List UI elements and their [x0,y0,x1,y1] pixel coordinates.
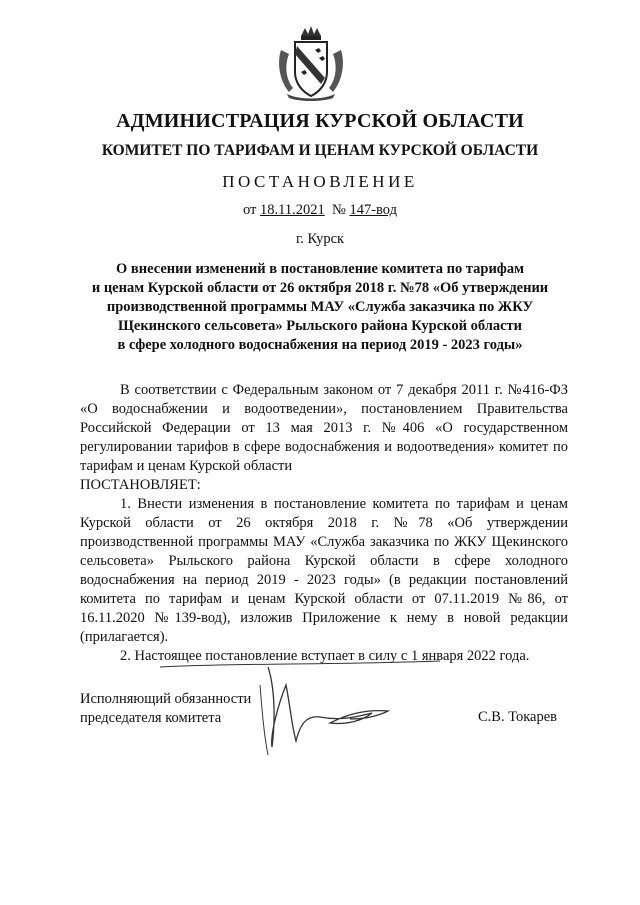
subject-line: производственной программы МАУ «Служба заказчика по ЖКУ [106,299,534,315]
item-2-paragraph: 2. Настоящее постановление вступает в силу с 1 января 2022 года. [120,648,530,664]
doc-date: 18.11.2021 [260,202,325,218]
date-prefix: от [242,202,257,218]
signatory-position [80,690,251,728]
committee-name: КОМИТЕТ ПО ТАРИФАМ И ЦЕНАМ КУРСКОЙ ОБЛАСТИ [101,142,539,159]
item-1-paragraph: 1. Внести изменения в постановление комитета по тарифам и ценам Курской области от 26 октября 2018 г. №78 «Об утверждении производственной программы МАУ «Служба заказчика по ЖКУ Щекинского сельсовета» Рыльского района Курской области в сфере холодного водоснабжения на период 2019 - 2023 годы» (в редакции постановлений комитета по тарифам и ценам Курской области от 07.11.2019 №86, от 16.11.2020 №139-вод), изложив Приложение к нему в новой редакции (прилагается). [80,496,568,645]
subject-line: и ценам Курской области от 26 октября 2018 г. №78 «Об утверждении [91,280,549,296]
doc-subject [60,260,580,355]
subject-line: в сфере холодного водоснабжения на период 2019 - 2023 годы» [117,337,523,353]
position-line: председателя комитета [80,710,222,726]
number-prefix: № [331,202,346,218]
preamble-paragraph: В соответствии с Федеральным законом от 7 декабря 2011 г. №416-ФЗ «О водоснабжении и водоотведении», постановлением Правительства Российской Федерации от 13 мая 2013 г. №406 «О государственном регулировании тарифов в сфере водоснабжения и водоотведения» комитет по тарифам и ценам Курской области [80,382,568,474]
city: г. Курск [295,231,345,247]
subject-line: О внесении изменений в постановление комитета по тарифам [116,261,524,277]
date-number-line [0,202,640,219]
org-name: АДМИНИСТРАЦИЯ КУРСКОЙ ОБЛАСТИ [116,110,524,132]
decree-word: ПОСТАНОВЛЯЕТ: [80,477,201,493]
doc-body [80,381,568,666]
doc-type: ПОСТАНОВЛЕНИЕ [222,172,418,191]
position-line: Исполняющий обязанности [80,691,252,707]
subject-line: Щекинского сельсовета» Рыльского района Курской области [117,318,523,334]
doc-number: 147-вод [349,202,397,218]
coat-of-arms-icon [275,22,347,102]
signatory-name: С.В. Токарев [478,709,558,725]
